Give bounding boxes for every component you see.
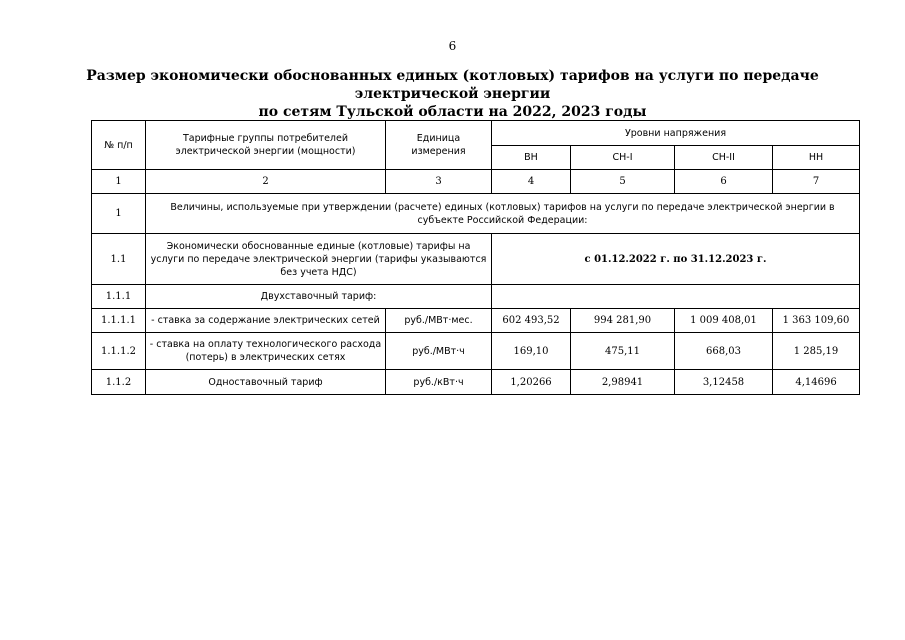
value-nn: 1 285,19 bbox=[773, 333, 860, 370]
row-name: Одноставочный тариф bbox=[146, 370, 386, 395]
column-number: 6 bbox=[675, 170, 773, 194]
table-row bbox=[92, 370, 860, 395]
value-vn: 169,10 bbox=[492, 333, 571, 370]
title-line-2: по сетям Тульской области на 2022, 2023 годы bbox=[258, 104, 647, 120]
column-number: 7 bbox=[773, 170, 860, 194]
subsection-row bbox=[92, 234, 860, 285]
header-vn: ВН bbox=[492, 146, 571, 170]
column-number: 4 bbox=[492, 170, 571, 194]
column-number-row bbox=[92, 170, 860, 194]
document-title bbox=[60, 67, 845, 121]
subsection-text: Экономически обоснованные единые (котловые) тарифы на услуги по передаче электрической энергии (тарифы указываются без учета НДС) bbox=[146, 234, 492, 285]
header-sn1: СН-I bbox=[571, 146, 675, 170]
row-num: 1.1.1.1 bbox=[92, 309, 146, 333]
two-part-num: 1.1.1 bbox=[92, 285, 146, 309]
row-num: 1.1.2 bbox=[92, 370, 146, 395]
header-voltage-levels: Уровни напряжения bbox=[492, 121, 860, 146]
row-unit: руб./МВт·ч bbox=[386, 333, 492, 370]
value-sn1: 994 281,90 bbox=[571, 309, 675, 333]
value-sn2: 1 009 408,01 bbox=[675, 309, 773, 333]
value-sn1: 475,11 bbox=[571, 333, 675, 370]
header-group: Тарифные группы потребителей электрической энергии (мощности) bbox=[146, 121, 386, 170]
value-nn: 4,14696 bbox=[773, 370, 860, 395]
table-row bbox=[92, 333, 860, 370]
row-unit: руб./кВт·ч bbox=[386, 370, 492, 395]
column-number: 3 bbox=[386, 170, 492, 194]
value-sn1: 2,98941 bbox=[571, 370, 675, 395]
row-name: - ставка на оплату технологического расхода (потерь) в электрических сетях bbox=[146, 333, 386, 370]
title-line-1: Размер экономически обоснованных единых (котловых) тарифов на услуги по передаче электрической энергии bbox=[86, 68, 819, 102]
section-text: Величины, используемые при утверждении (расчете) единых (котловых) тарифов на услуги по передаче электрической энергии в субъекте Российской Федерации: bbox=[146, 194, 860, 234]
value-sn2: 668,03 bbox=[675, 333, 773, 370]
column-number: 2 bbox=[146, 170, 386, 194]
value-vn: 602 493,52 bbox=[492, 309, 571, 333]
subsection-num: 1.1 bbox=[92, 234, 146, 285]
section-row bbox=[92, 194, 860, 234]
header-nn: НН bbox=[773, 146, 860, 170]
value-sn2: 3,12458 bbox=[675, 370, 773, 395]
validity-period: с 01.12.2022 г. по 31.12.2023 г. bbox=[492, 234, 860, 285]
two-part-tariff-row bbox=[92, 285, 860, 309]
row-name: - ставка за содержание электрических сетей bbox=[146, 309, 386, 333]
value-vn: 1,20266 bbox=[492, 370, 571, 395]
value-nn: 1 363 109,60 bbox=[773, 309, 860, 333]
header-num: № п/п bbox=[92, 121, 146, 170]
row-unit: руб./МВт·мес. bbox=[386, 309, 492, 333]
header-sn2: СН-II bbox=[675, 146, 773, 170]
section-num: 1 bbox=[92, 194, 146, 234]
page-number: 6 bbox=[448, 39, 457, 53]
table-row bbox=[92, 309, 860, 333]
row-num: 1.1.1.2 bbox=[92, 333, 146, 370]
header-row-1 bbox=[92, 121, 860, 146]
two-part-text: Двухставочный тариф: bbox=[146, 285, 492, 309]
two-part-empty bbox=[492, 285, 860, 309]
header-unit: Единица измерения bbox=[386, 121, 492, 170]
column-number: 1 bbox=[92, 170, 146, 194]
tariff-table bbox=[91, 120, 860, 395]
column-number: 5 bbox=[571, 170, 675, 194]
